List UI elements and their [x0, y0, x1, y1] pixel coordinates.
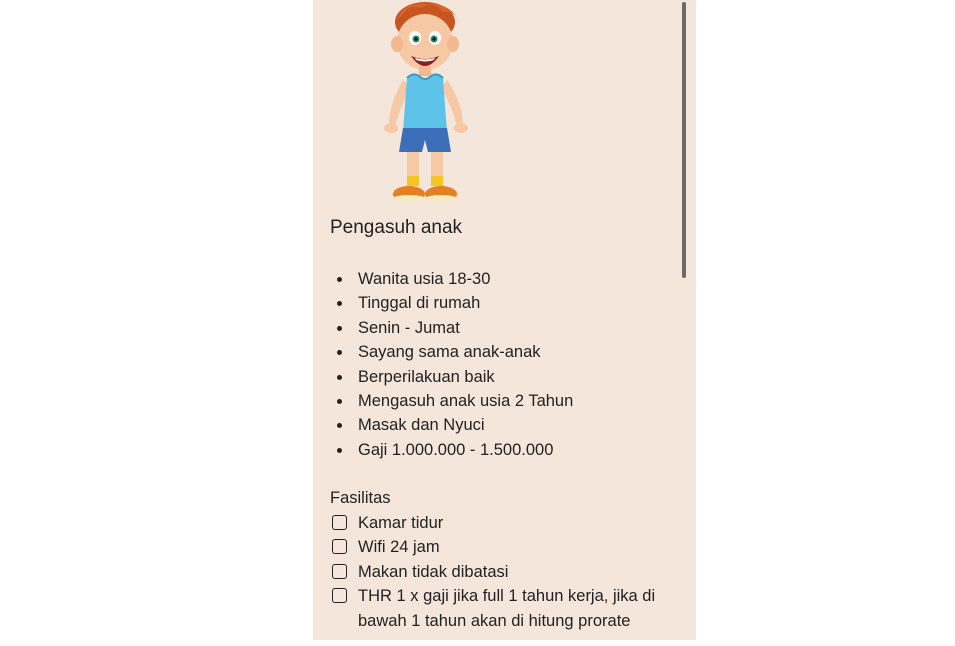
bullet-icon — [337, 277, 342, 282]
list-item: Sayang sama anak-anak — [330, 340, 573, 364]
checklist-item[interactable]: Makan tidak dibatasi — [330, 560, 675, 584]
child-cartoon-illustration — [373, 0, 483, 212]
vertical-scrollbar[interactable] — [682, 2, 686, 278]
bullet-icon — [337, 301, 342, 306]
list-item: Gaji 1.000.000 - 1.500.000 — [330, 438, 573, 462]
checkbox-icon[interactable] — [332, 515, 347, 530]
checklist-item[interactable]: THR 1 x gaji jika full 1 tahun kerja, jika di bawah 1 tahun akan di hitung prorate — [330, 584, 675, 633]
checklist-item[interactable]: Kamar tidur — [330, 511, 675, 535]
bullet-icon — [337, 326, 342, 331]
post-title: Pengasuh anak — [330, 217, 463, 238]
bullet-icon — [337, 350, 342, 355]
list-item: Masak dan Nyuci — [330, 413, 573, 437]
facilities-heading: Fasilitas — [330, 489, 391, 507]
bullet-icon — [337, 375, 342, 380]
bullet-icon — [337, 448, 342, 453]
list-item: Wanita usia 18-30 — [330, 267, 573, 291]
bullet-icon — [337, 399, 342, 404]
list-item: Senin - Jumat — [330, 316, 573, 340]
list-item: Tinggal di rumah — [330, 291, 573, 315]
facilities-checklist — [330, 511, 675, 633]
checkbox-icon[interactable] — [332, 564, 347, 579]
checklist-item[interactable]: Wifi 24 jam — [330, 535, 675, 559]
post-panel — [313, 0, 696, 640]
checkbox-icon[interactable] — [332, 539, 347, 554]
requirements-list — [330, 267, 573, 462]
checkbox-icon[interactable] — [332, 588, 347, 603]
list-item: Mengasuh anak usia 2 Tahun — [330, 389, 573, 413]
bullet-icon — [337, 423, 342, 428]
list-item: Berperilakuan baik — [330, 365, 573, 389]
